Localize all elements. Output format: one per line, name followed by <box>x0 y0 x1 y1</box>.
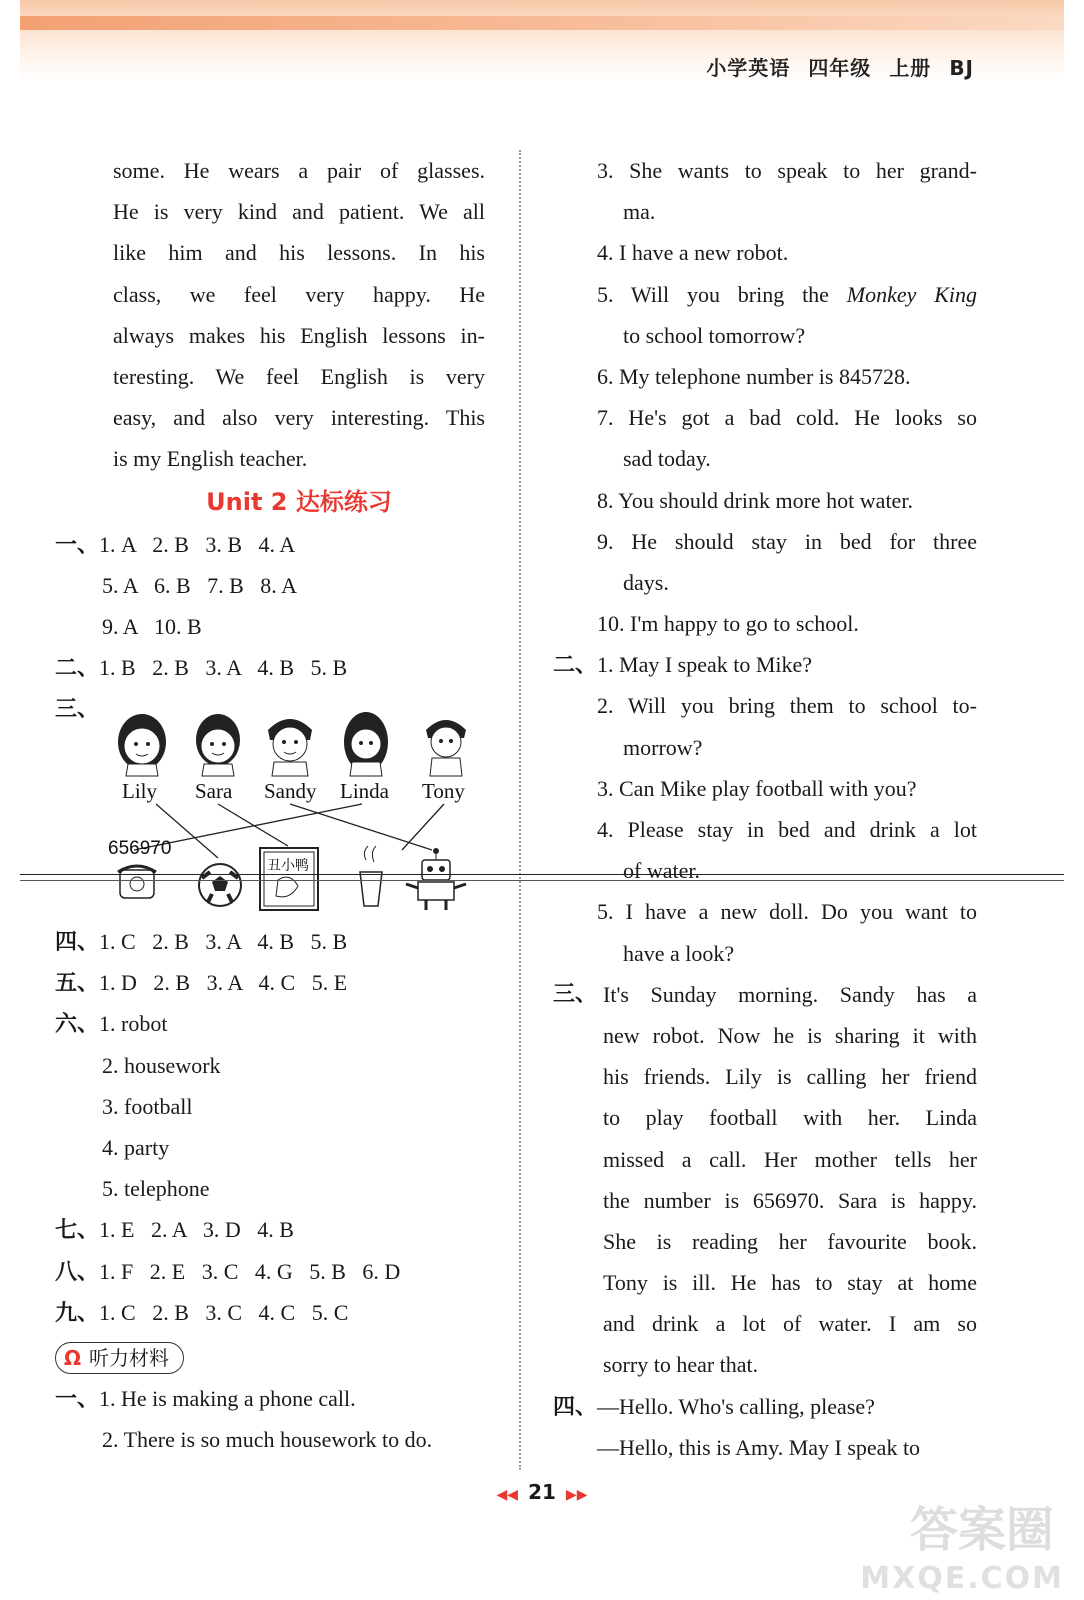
kid-sara-icon <box>196 714 240 776</box>
section-row <box>553 644 993 685</box>
book-title-italic: Monkey King <box>846 281 978 307</box>
para-line: easy, and also very interesting. This <box>113 405 485 431</box>
text-line: It's Sunday morning. Sandy has a <box>603 981 977 1007</box>
headphone-icon: Ω <box>64 1345 82 1370</box>
name-tony: Tony <box>422 779 465 803</box>
column-divider <box>519 150 521 1470</box>
text-line <box>597 274 977 315</box>
watermark-url: MXQE.COM <box>860 1561 1064 1596</box>
text-line: 5. I have a new doll. Do you want to <box>597 899 977 925</box>
section-mark: 一、 <box>55 1387 100 1413</box>
section-mark: 六、 <box>55 1012 100 1038</box>
text-line: 8. You should drink more hot water. <box>597 487 913 513</box>
para-line: always makes his English lessons in- <box>113 322 485 348</box>
text-line: sad today. <box>623 446 711 472</box>
answer-row <box>55 647 505 688</box>
book-title: 丑小鸭 <box>267 858 309 874</box>
phone-number-label: 656970 <box>108 838 172 859</box>
answer-row <box>55 1003 505 1044</box>
monkey-king-line: 5. Will you bring the Monkey King <box>597 281 978 307</box>
watermark-logo: 答案圈 <box>909 1502 1054 1558</box>
section-mark: 二、 <box>553 653 598 679</box>
listening-header <box>55 1333 505 1378</box>
text-line: 3. Can Mike play football with you? <box>597 775 917 801</box>
text-line: to school tomorrow? <box>623 322 806 348</box>
answer-row <box>55 1378 505 1419</box>
text-line: of water. <box>623 858 700 884</box>
right-items-a <box>553 150 977 644</box>
text-line: the number is 656970. Sara is happy. <box>603 1187 977 1213</box>
answer-row <box>55 1251 505 1292</box>
text-line: days. <box>623 569 669 595</box>
section-row <box>553 1386 993 1427</box>
answer-text: 1. D 2. B 3. A 4. C 5. E <box>99 970 348 996</box>
text-line: and drink a lot of water. I am so <box>603 1311 977 1337</box>
name-linda: Linda <box>340 779 389 803</box>
answer-text: 1. C 2. B 3. C 4. C 5. C <box>99 1299 349 1325</box>
section-mark: 七、 <box>55 1218 100 1244</box>
section-mark: 五、 <box>55 971 100 997</box>
telephone-icon <box>118 866 156 898</box>
answer-row <box>55 1292 505 1333</box>
section-mark: 四、 <box>553 1394 598 1420</box>
para-line: like him and his lessons. In his <box>113 240 485 266</box>
kid-linda-icon <box>344 712 388 776</box>
text-line: —Hello, this is Amy. May I speak to <box>597 1434 921 1460</box>
text-line: sorry to hear that. <box>603 1352 759 1378</box>
listening-badge <box>55 1342 184 1374</box>
header-grade: 四年级 <box>808 56 872 80</box>
section-row <box>553 974 993 1015</box>
text-line: have a look? <box>623 940 735 966</box>
section-mark: 二、 <box>55 656 100 682</box>
para-line: He is very kind and patient. We all <box>113 199 485 225</box>
right-items-b <box>553 685 977 973</box>
answer-text: 1. robot <box>99 1011 168 1037</box>
para-line: teresting. We feel English is very <box>113 363 485 389</box>
page-number: 21 <box>528 1480 556 1504</box>
answer-row <box>55 1209 505 1250</box>
para-line: some. He wears a pair of glasses. <box>113 158 485 183</box>
text-line: his friends. Lily is calling her friend <box>603 1064 977 1090</box>
text-line: missed a call. Her mother tells her <box>603 1146 977 1172</box>
answer-text: 1. C 2. B 3. A 4. B 5. B <box>99 929 348 954</box>
answer-text: 1. He is making a phone call. <box>99 1386 356 1412</box>
text-line: —Hello. Who's calling, please? <box>597 1393 875 1419</box>
section-mark: 四、 <box>55 930 100 955</box>
text-line: Tony is ill. He has to stay at home <box>603 1270 977 1296</box>
water-glass-icon <box>360 846 382 906</box>
text-line: 7. He's got a bad cold. He looks so <box>597 405 977 431</box>
answer-row: 4. party <box>102 1134 170 1160</box>
answer-row: 2. There is so much housework to do. <box>102 1427 433 1453</box>
section-mark: 三、 <box>55 697 100 723</box>
section-mark: 三、 <box>553 981 598 1007</box>
header-subject: 小学英语 <box>706 56 791 80</box>
header-band <box>20 16 1064 30</box>
unit-title: Unit 2 达标练习 <box>206 487 392 516</box>
header-volume: 上册 <box>889 56 932 80</box>
answer-row <box>55 921 505 962</box>
matching-figure <box>100 700 480 920</box>
right-column <box>553 150 993 1468</box>
answer-text: 1. A 2. B 3. B 4. A <box>99 531 296 557</box>
name-sandy: Sandy <box>264 779 317 803</box>
answer-row <box>55 962 505 1003</box>
answer-text: 1. F 2. E 3. C 4. G 5. B 6. D <box>99 1258 401 1284</box>
text-line: 2. Will you bring them to school to- <box>597 693 977 719</box>
name-sara: Sara <box>195 779 233 803</box>
text-line: 1. May I speak to Mike? <box>597 652 813 678</box>
text-line: 3. She wants to speak to her grand- <box>597 158 977 183</box>
prev-arrows-icon: ◀◀ <box>496 1487 519 1503</box>
text-line: She is reading her favourite book. <box>603 1228 977 1254</box>
name-lily: Lily <box>122 779 157 803</box>
text-line: 10. I'm happy to go to school. <box>597 611 859 637</box>
header-edition: BJ <box>949 56 974 80</box>
text-line: ma. <box>623 199 656 225</box>
section-mark: 八、 <box>55 1259 100 1285</box>
match-line <box>218 804 288 846</box>
football-icon <box>199 864 241 906</box>
next-arrows-icon: ▶▶ <box>565 1487 588 1503</box>
text-line: 9. He should stay in bed for three <box>597 528 977 554</box>
left-top-paragraph <box>55 150 485 480</box>
answer-row <box>55 524 505 565</box>
match-line <box>402 804 444 850</box>
para-line: is my English teacher. <box>113 446 308 472</box>
answer-row: 5. telephone <box>102 1176 210 1202</box>
left-column-lower <box>55 921 505 1460</box>
kid-sandy-icon <box>268 719 312 776</box>
section-mark: 一、 <box>55 532 100 558</box>
answer-text: 1. B 2. B 3. A 4. B 5. B <box>99 655 348 681</box>
para-line: class, we feel very happy. He <box>113 281 485 307</box>
answer-row: 5. A 6. B 7. B 8. A <box>102 572 297 598</box>
answer-text: 1. E 2. A 3. D 4. B <box>99 1217 294 1243</box>
matching-figure-svg <box>100 700 480 920</box>
text-line: 4. I have a new robot. <box>597 240 789 266</box>
text-line: 6. My telephone number is 845728. <box>597 363 911 389</box>
answer-row: 2. housework <box>102 1052 221 1078</box>
header-title <box>688 52 974 81</box>
section-mark: 九、 <box>55 1300 100 1326</box>
answer-row: 9. A 10. B <box>102 613 202 639</box>
text-line: morrow? <box>623 734 703 760</box>
robot-icon <box>406 848 466 910</box>
section3-paragraph <box>553 1015 977 1386</box>
text-line: to play football with her. Linda <box>603 1105 977 1131</box>
kid-tony-icon <box>426 720 466 776</box>
answer-row: 3. football <box>102 1093 193 1119</box>
text-line: new robot. Now he is sharing it with <box>603 1022 977 1048</box>
listening-label: 听力材料 <box>89 1345 170 1370</box>
left-column <box>55 150 505 729</box>
kid-lily-icon <box>118 714 166 776</box>
match-line <box>290 804 432 850</box>
book-icon <box>260 848 318 910</box>
text-line: 4. Please stay in bed and drink a lot <box>597 817 977 842</box>
